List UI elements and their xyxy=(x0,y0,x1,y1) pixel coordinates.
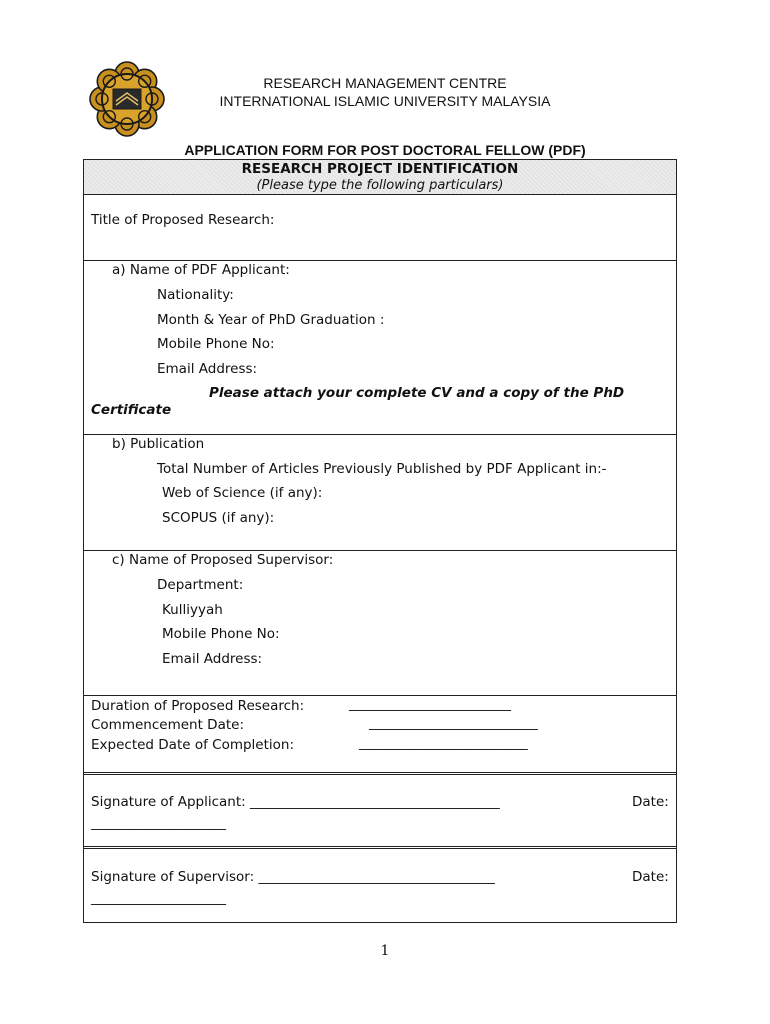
centre-name: RESEARCH MANAGEMENT CENTRE xyxy=(263,75,507,91)
supervisor-date-blank[interactable]: ____________________ xyxy=(91,890,226,906)
attach-cv-note-cont: Certificate xyxy=(91,402,172,418)
supervisor-email-label: Email Address: xyxy=(162,651,263,667)
section-banner xyxy=(84,160,676,195)
supervisor-signature-field[interactable]: Signature of Supervisor: ___________________________________ xyxy=(91,869,495,885)
publication-heading: b) Publication xyxy=(112,436,205,452)
duration-blank[interactable]: ________________________ xyxy=(349,696,511,712)
divider xyxy=(84,434,676,435)
wos-label: Web of Science (if any): xyxy=(162,485,323,501)
completion-blank[interactable]: _________________________ xyxy=(359,735,528,751)
applicant-name-label: a) Name of PDF Applicant: xyxy=(112,262,290,278)
page-number: 1 xyxy=(380,943,390,959)
nationality-label: Nationality: xyxy=(157,287,234,303)
commencement-blank[interactable]: _________________________ xyxy=(369,715,538,731)
scopus-label: SCOPUS (if any): xyxy=(162,510,275,526)
banner-subtitle: (Please type the following particulars) xyxy=(256,178,504,193)
applicant-date-blank[interactable]: ____________________ xyxy=(91,815,226,831)
applicant-signature-field[interactable]: Signature of Applicant: _____________________________________ xyxy=(91,794,500,810)
supervisor-name-label: c) Name of Proposed Supervisor: xyxy=(112,552,334,568)
applicant-date-label: Date: xyxy=(632,794,669,810)
applicant-mobile-label: Mobile Phone No: xyxy=(157,336,275,352)
kulliyyah-label: Kulliyyah xyxy=(162,602,223,618)
divider xyxy=(84,846,676,849)
completion-label: Expected Date of Completion: xyxy=(91,737,295,753)
applicant-email-label: Email Address: xyxy=(157,361,258,377)
form-table xyxy=(83,159,677,923)
divider xyxy=(84,260,676,261)
duration-label: Duration of Proposed Research: xyxy=(91,698,305,714)
phd-graduation-label: Month & Year of PhD Graduation : xyxy=(157,312,385,328)
supervisor-mobile-label: Mobile Phone No: xyxy=(162,626,280,642)
supervisor-date-label: Date: xyxy=(632,869,669,885)
university-name: INTERNATIONAL ISLAMIC UNIVERSITY MALAYSIA xyxy=(219,93,551,109)
attach-cv-note: Please attach your complete CV and a copy of the PhD xyxy=(209,385,625,401)
department-label: Department: xyxy=(157,577,244,593)
form-title: APPLICATION FORM FOR POST DOCTORAL FELLOW (PDF) xyxy=(184,142,586,158)
divider xyxy=(84,550,676,551)
research-title-label: Title of Proposed Research: xyxy=(91,212,275,228)
total-articles-label: Total Number of Articles Previously Published by PDF Applicant in:- xyxy=(157,461,607,477)
commencement-label: Commencement Date: xyxy=(91,717,244,733)
divider xyxy=(84,772,676,775)
banner-title: RESEARCH PROJECT IDENTIFICATION xyxy=(241,161,519,177)
